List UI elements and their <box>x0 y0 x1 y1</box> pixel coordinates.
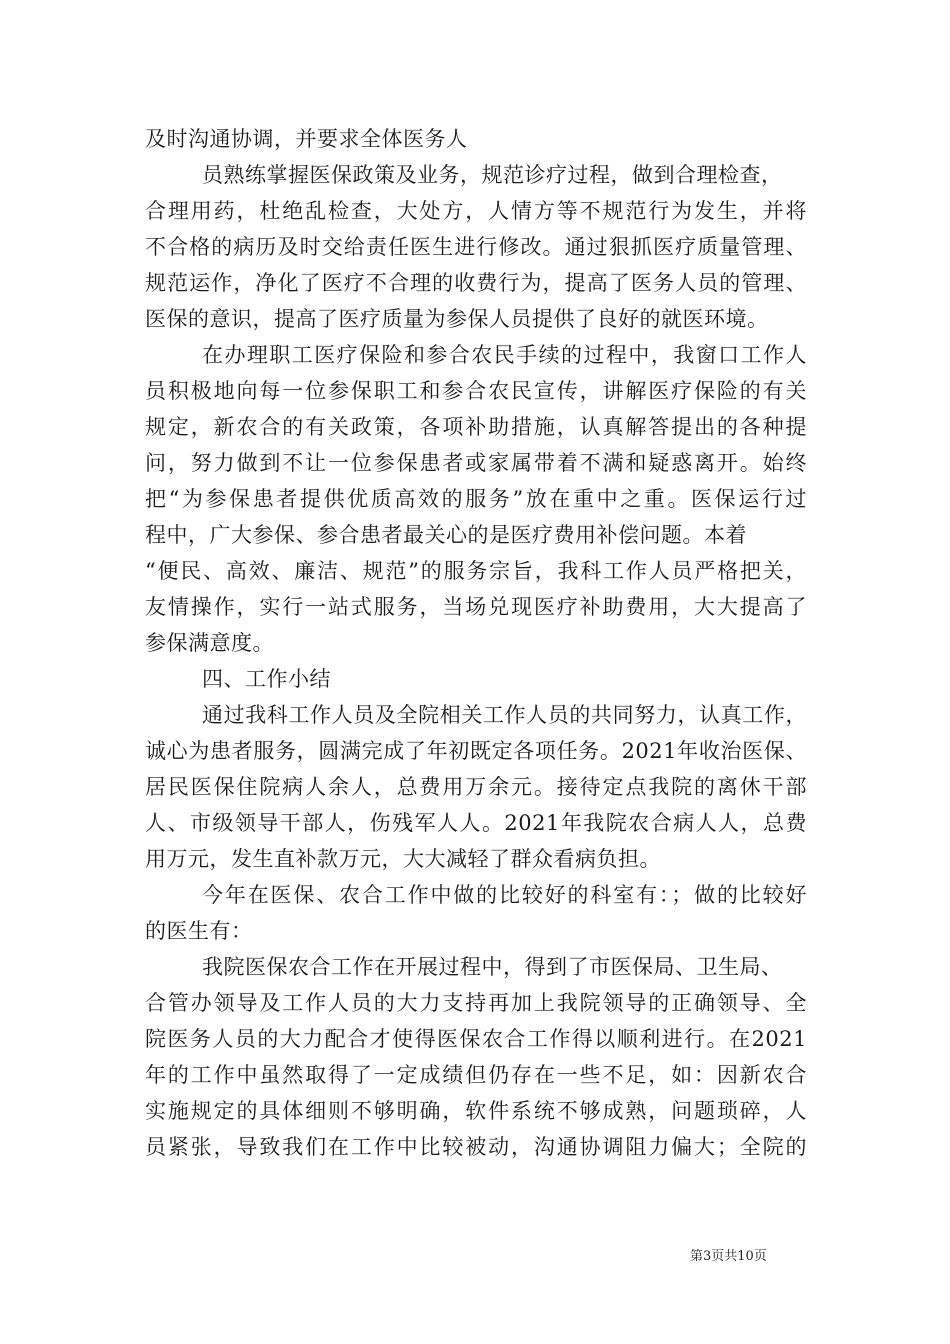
text-line: 参保满意度。 <box>145 631 274 655</box>
text-line: 居民医保住院病人余人，总费用万余元。接待定点我院的离休干部 <box>145 775 807 799</box>
text-line: 程中，广大参保、参合患者最关心的是医疗费用补偿问题。本着 <box>145 523 747 547</box>
text-line: 我院医保农合工作在开展过程中，得到了市医保局、卫生局、 <box>202 955 783 979</box>
text-line: 友情操作，实行一站式服务，当场兑现医疗补助费用，大大提高了 <box>145 595 807 619</box>
text-line: 实施规定的具体细则不够明确，软件系统不够成熟，问题琐碎，人 <box>145 1099 807 1123</box>
text-line: 通过我科工作人员及全院相关工作人员的共同努力，认真工作， <box>202 703 807 727</box>
text-line: 医保的意识，提高了医疗质量为参保人员提供了良好的就医环境。 <box>145 307 769 331</box>
text-line: 用万元，发生直补款万元，大大减轻了群众看病负担。 <box>145 847 661 871</box>
text-line: 员紧张，导致我们在工作中比较被动，沟通协调阻力偏大；全院的 <box>145 1135 807 1159</box>
section-heading: 四、工作小结 <box>202 667 331 691</box>
text-line: 规定，新农合的有关政策，各项补助措施，认真解答提出的各种提 <box>145 415 807 439</box>
text-line: 院医务人员的大力配合才使得医保农合工作得以顺利进行。在2021 <box>145 1027 807 1051</box>
page-number: 第3页共10页 <box>690 1249 767 1264</box>
text-line: “便民、高效、廉洁、规范”的服务宗旨，我科工作人员严格把关， <box>145 559 807 583</box>
text-line: 问，努力做到不让一位参保患者或家属带着不满和疑惑离开。始终 <box>145 451 807 475</box>
text-line: 规范运作，净化了医疗不合理的收费行为，提高了医务人员的管理、 <box>145 271 807 295</box>
text-line: 人、市级领导干部人，伤残军人人。2021年我院农合病人人，总费 <box>145 811 807 835</box>
text-line: 不合格的病历及时交给责任医生进行修改。通过狠抓医疗质量管理、 <box>145 235 807 259</box>
text-line: 员积极地向每一位参保职工和参合农民宣传，讲解医疗保险的有关 <box>145 379 807 403</box>
text-line: 年的工作中虽然取得了一定成绩但仍存在一些不足，如：因新农合 <box>145 1063 807 1087</box>
text-line: 员熟练掌握医保政策及业务，规范诊疗过程，做到合理检查， <box>202 163 783 187</box>
text-line: 诚心为患者服务，圆满完成了年初既定各项任务。2021年收治医保、 <box>145 739 807 763</box>
text-line: 今年在医保、农合工作中做的比较好的科室有：；做的比较好 <box>202 883 807 907</box>
text-line: 把“为参保患者提供优质高效的服务”放在重中之重。医保运行过 <box>145 487 807 511</box>
text-line: 在办理职工医疗保险和参合农民手续的过程中，我窗口工作人 <box>202 343 807 367</box>
text-line: 的医生有： <box>145 919 253 943</box>
text-line: 及时沟通协调，并要求全体医务人 <box>145 127 468 151</box>
text-line: 合理用药，杜绝乱检查，大处方，人情方等不规范行为发生，并将 <box>145 199 807 223</box>
text-line: 合管办领导及工作人员的大力支持再加上我院领导的正确领导、全 <box>145 991 807 1015</box>
